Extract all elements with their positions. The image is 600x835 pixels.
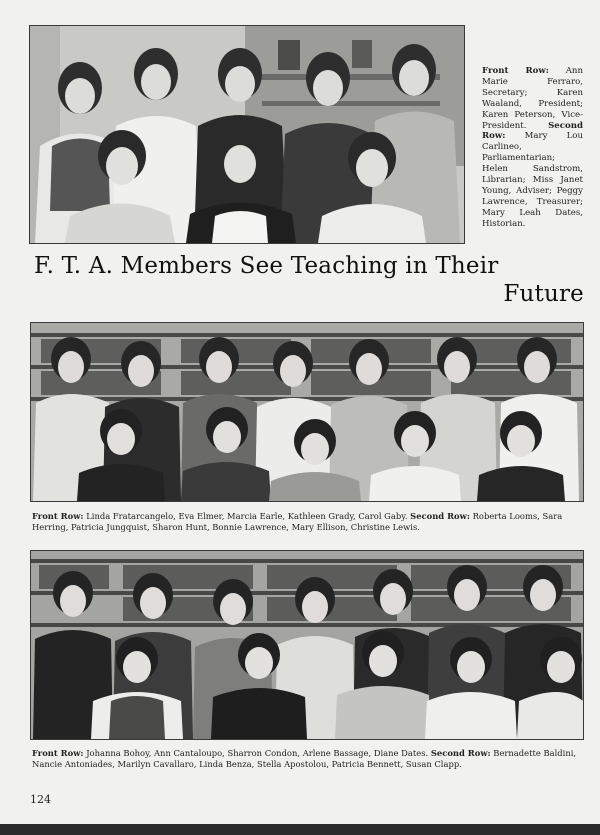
page-headline	[30, 252, 584, 308]
group-2-front-label: Front Row:	[32, 748, 84, 758]
group-1-front-names: Linda Fratarcangelo, Eva Elmer, Marcia Earle, Kathleen Grady, Carol Gaby.	[86, 511, 408, 521]
officers-caption	[482, 66, 583, 230]
group-1-caption	[32, 511, 584, 533]
group-photo-2-image	[31, 551, 583, 739]
officers-caption-front-label: Front Row:	[482, 66, 549, 76]
officers-photo	[29, 25, 465, 244]
bottom-edge-band	[0, 824, 600, 835]
group-1-second-names: Roberta Looms, Sara Herring, Patricia Jungquist, Sharon Hunt, Bonnie Lawrence, Mary Ellison, Christine Lewis.	[32, 511, 563, 532]
page-number: 124	[30, 793, 51, 806]
headline-line-1: F. T. A. Members See Teaching in Their	[34, 253, 499, 279]
group-2-front-names: Johanna Bohoy, Ann Cantaloupo, Sharron Condon, Arlene Bassage, Diane Dates.	[86, 748, 429, 758]
group-photo-1-image	[31, 323, 583, 501]
officers-caption-second-label: Second Row:	[482, 120, 583, 142]
officers-caption-second: Mary Lou Carlineo, Parliamentarian; Helen Sandstrom, Librarian; Miss Janet Young, Adviser; Peggy Lawrence, Treasurer; Mary Leah Dates, Historian.	[482, 131, 583, 229]
group-2-caption	[32, 748, 584, 770]
group-photo-1	[30, 322, 584, 502]
group-1-front-label: Front Row:	[32, 511, 84, 521]
group-2-second-label: Second Row:	[430, 748, 491, 758]
group-2-second-names: Bernadette Baldini, Nancie Antoniades, Marilyn Cavallaro, Linda Benza, Stella Apostolou, Patricia Bennett, Susan Clapp.	[32, 748, 577, 769]
group-photo-2	[30, 550, 584, 740]
officers-caption-front: Ann Marie Ferraro, Secretary; Karen Waaland, President; Karen Peterson, Vice-President.	[482, 66, 583, 131]
headline-line-2: Future	[503, 281, 584, 307]
group-1-second-label: Second Row:	[410, 511, 470, 521]
officers-photo-image	[30, 26, 464, 243]
